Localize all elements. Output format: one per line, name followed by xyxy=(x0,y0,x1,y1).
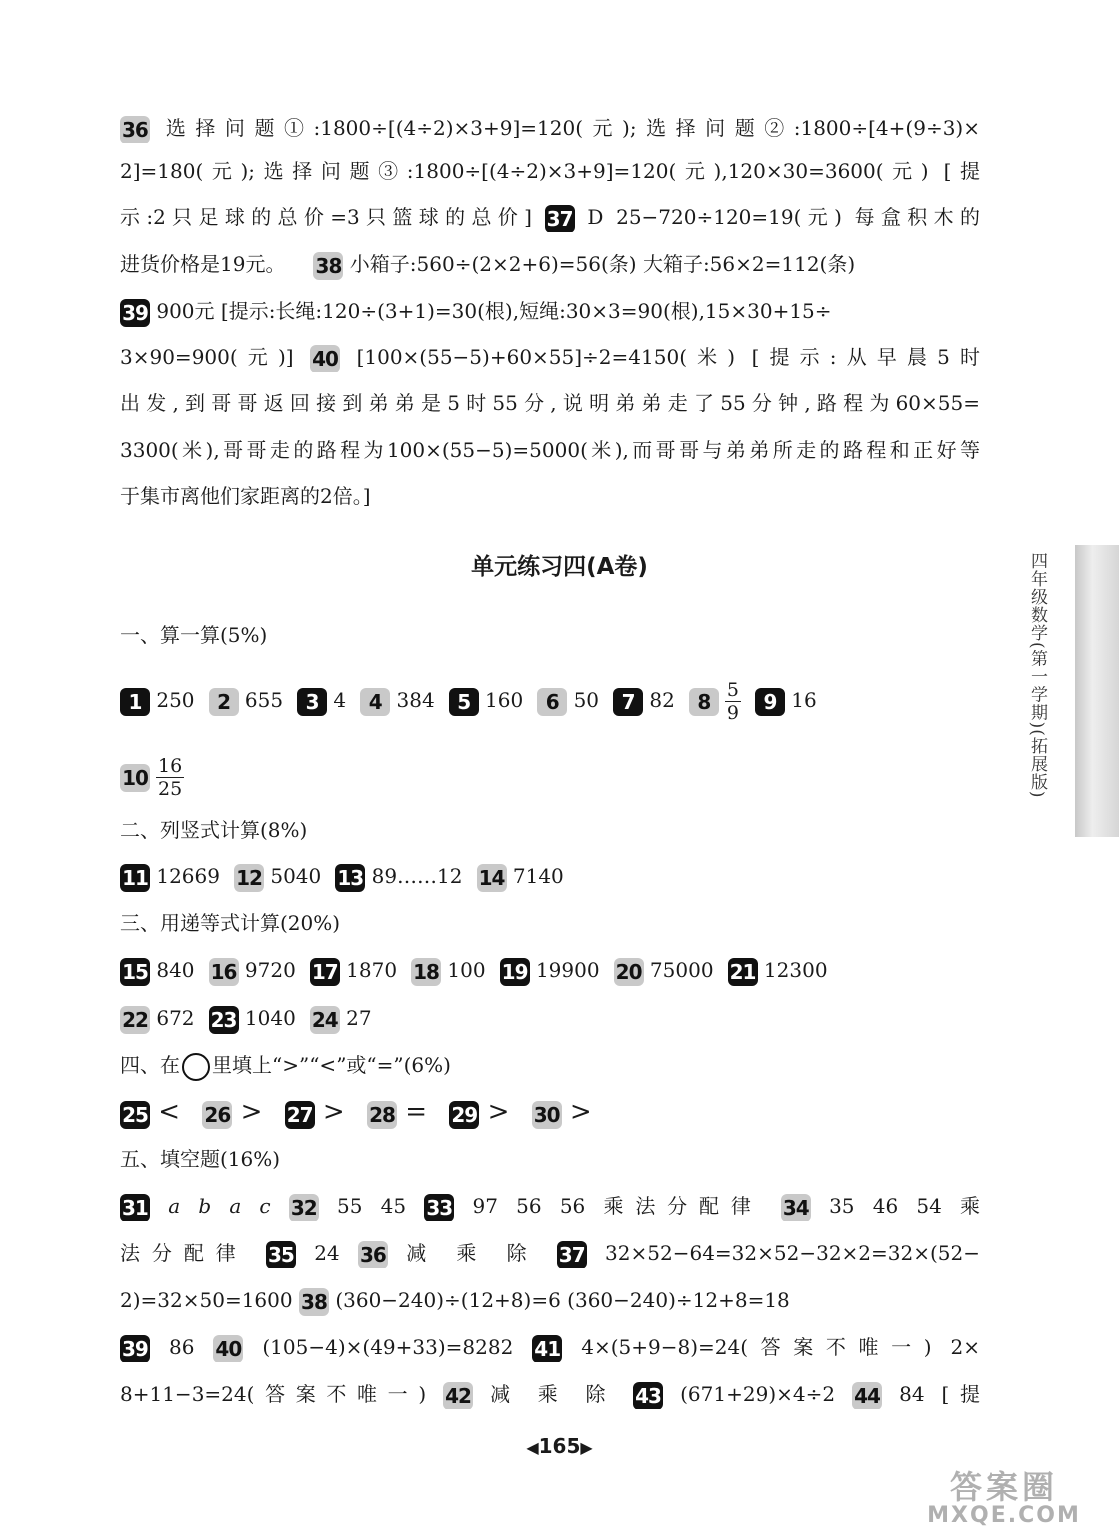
question-number-badge: 35 xyxy=(266,1241,296,1269)
question-number-badge: 12 xyxy=(234,864,264,892)
answer-line xyxy=(120,388,980,418)
answer-text: 12300 xyxy=(757,958,828,982)
answer-text: 50 xyxy=(567,688,600,712)
answer-text: 出发,到哥哥返回接到弟弟是5时55分,说明弟弟走了55分钟,路程为60×55= xyxy=(120,391,980,415)
question-number-badge: 30 xyxy=(532,1101,562,1129)
answer-text-italic: a b a c xyxy=(150,1194,289,1218)
question-number-badge: 37 xyxy=(545,205,575,233)
answer-text: 9720 xyxy=(238,958,296,982)
side-tab xyxy=(1075,545,1119,837)
answer-text: D 25−720÷120=19(元) 每盒积木的 xyxy=(574,205,980,229)
answer-text: 84 [提 xyxy=(882,1382,980,1406)
question-number-badge: 27 xyxy=(285,1101,315,1129)
answer-line xyxy=(120,435,980,465)
fraction-numerator: 16 xyxy=(158,755,183,777)
watermark xyxy=(899,1470,1109,1530)
answer-line xyxy=(120,481,980,511)
question-number-badge: 43 xyxy=(633,1382,663,1410)
question-number-badge: 40 xyxy=(213,1335,243,1363)
question-number-badge: 31 xyxy=(120,1194,150,1222)
answer-line xyxy=(120,156,980,186)
fraction-denominator: 25 xyxy=(158,778,183,800)
question-number-badge: 39 xyxy=(120,299,150,327)
answer-text: 55 45 xyxy=(318,1194,425,1218)
answer-text: 19900 xyxy=(529,958,600,982)
answer-text: 2]=180(元);选择问题③:1800÷[(4÷2)×3+9]=120(元),120×30=3600(元) [提 xyxy=(120,159,980,183)
answer-text: 900元 [提示:长绳:120÷(3+1)=30(根),短绳:30×3=90(根),15×30+15÷ xyxy=(150,299,832,323)
question-number-badge: 5 xyxy=(449,688,479,716)
question-number-badge: 37 xyxy=(557,1241,587,1269)
question-number-badge: 26 xyxy=(202,1101,232,1129)
answer-line xyxy=(120,342,980,372)
answer-text: 减 乘 除 xyxy=(387,1241,557,1265)
answer-text: 12669 xyxy=(150,864,220,888)
answer-line xyxy=(120,1097,980,1127)
answer-text: 27 xyxy=(339,1006,372,1030)
answer-line xyxy=(120,1191,980,1221)
question-number-badge: 28 xyxy=(367,1101,397,1129)
question-number-badge: 13 xyxy=(335,864,365,892)
question-number-badge: 2 xyxy=(209,688,239,716)
question-number-badge: 29 xyxy=(449,1101,479,1129)
answer-text: 97 56 56 乘法分配律 xyxy=(454,1194,781,1218)
answer-text: 32×52−64=32×52−32×2=32×(52− xyxy=(586,1241,980,1265)
answer-text: 选择问题①:1800÷[(4÷2)×3+9]=120(元);选择问题②:1800÷[4+(9÷3)× xyxy=(150,116,980,140)
answer-line xyxy=(120,955,980,985)
question-number-badge: 44 xyxy=(852,1382,882,1410)
answer-line xyxy=(120,755,980,800)
fraction-numerator: 5 xyxy=(726,679,739,701)
answer-text: 672 xyxy=(150,1006,195,1030)
question-number-badge: 25 xyxy=(120,1101,150,1129)
question-number-badge: 3 xyxy=(297,688,327,716)
comparison-symbol: > xyxy=(561,1097,592,1127)
comparison-symbol: = xyxy=(396,1097,436,1127)
answer-line xyxy=(120,1285,980,1315)
question-number-badge: 22 xyxy=(120,1006,150,1034)
question-number-badge: 40 xyxy=(310,345,340,373)
answer-line xyxy=(120,861,980,891)
question-number-badge: 19 xyxy=(500,958,530,986)
comparison-symbol: > xyxy=(314,1097,353,1127)
question-number-badge: 16 xyxy=(209,958,239,986)
answer-text: 法分配律 xyxy=(120,1241,266,1265)
page-number-value: 165 xyxy=(538,1434,581,1458)
question-number-badge: 32 xyxy=(289,1194,319,1222)
section-4-suffix: 里填上“>”“<”或“=”(6%) xyxy=(212,1053,451,1077)
unit-title: 单元练习四(A卷) xyxy=(471,554,648,580)
question-number-badge: 17 xyxy=(310,958,340,986)
question-number-badge: 23 xyxy=(209,1006,239,1034)
question-number-badge: 11 xyxy=(120,864,150,892)
answer-text: 16 xyxy=(784,688,817,712)
question-number-badge: 38 xyxy=(313,252,343,280)
answer-text: 减 乘 除 xyxy=(473,1382,634,1406)
question-number-badge: 8 xyxy=(689,688,719,716)
answer-text: 5040 xyxy=(263,864,322,888)
answer-text: (105−4)×(49+33)=8282 xyxy=(243,1335,533,1359)
answer-text: (671+29)×4÷2 xyxy=(663,1382,853,1406)
section-4-prefix: 四、在 xyxy=(120,1053,180,1077)
question-number-badge: 38 xyxy=(299,1288,329,1316)
question-number-badge: 15 xyxy=(120,958,150,986)
answer-text: 2)=32×50=1600 xyxy=(120,1288,299,1312)
fraction xyxy=(725,679,741,724)
answer-text: 示:2只足球的总价=3只篮球的总价] xyxy=(120,205,545,229)
question-number-badge: 41 xyxy=(532,1335,562,1363)
watermark-url: MXQE.COM xyxy=(927,1503,1081,1528)
answer-line xyxy=(120,1003,980,1033)
question-number-badge: 24 xyxy=(310,1006,340,1034)
answer-text: (360−240)÷(12+8)=6 (360−240)÷12+8=18 xyxy=(328,1288,790,1312)
answer-text: 1870 xyxy=(339,958,398,982)
answer-line xyxy=(120,113,980,143)
question-number-badge: 21 xyxy=(728,958,758,986)
answer-text: 82 xyxy=(643,688,675,712)
answer-text: 75000 xyxy=(643,958,714,982)
section-1-heading: 一、算一算(5%) xyxy=(120,623,268,647)
answer-line xyxy=(120,1238,980,1268)
answer-text: 于集市离他们家距离的2倍。] xyxy=(120,484,371,508)
answer-text: 1040 xyxy=(238,1006,296,1030)
section-2-heading: 二、列竖式计算(8%) xyxy=(120,818,308,842)
answer-line xyxy=(120,679,980,724)
question-number-badge: 7 xyxy=(613,688,643,716)
comparison-symbol: > xyxy=(232,1097,271,1127)
page-number xyxy=(0,1434,1119,1458)
answer-line xyxy=(120,249,980,279)
question-number-badge: 34 xyxy=(781,1194,811,1222)
answer-text: 86 xyxy=(150,1335,214,1359)
watermark-logo-text: 答案圈 xyxy=(949,1468,1058,1506)
left-triangle-icon: ◀ xyxy=(526,1438,539,1457)
answer-text: 8+11−3=24(答案不唯一) xyxy=(120,1382,444,1406)
question-number-badge: 33 xyxy=(424,1194,454,1222)
answer-text: 小箱子:560÷(2×2+6)=56(条) 大箱子:56×2=112(条) xyxy=(343,252,856,276)
fraction-denominator: 9 xyxy=(726,702,739,724)
answer-text: 进货价格是19元。 xyxy=(120,252,286,276)
question-number-badge: 39 xyxy=(120,1335,150,1363)
answer-text: 89……12 xyxy=(365,864,463,888)
answer-line xyxy=(120,1332,980,1362)
answer-line xyxy=(120,296,980,326)
question-number-badge: 14 xyxy=(477,864,507,892)
question-number-badge: 6 xyxy=(537,688,567,716)
answer-text: 35 46 54 乘 xyxy=(810,1194,980,1218)
comparison-symbol: > xyxy=(479,1097,518,1127)
answer-line xyxy=(120,1379,980,1409)
answer-text: 4×(5+9−8)=24(答案不唯一) 2× xyxy=(562,1335,980,1359)
answer-text: 840 xyxy=(150,958,195,982)
comparison-symbol: < xyxy=(150,1097,189,1127)
question-number-badge: 10 xyxy=(120,764,150,792)
question-number-badge: 9 xyxy=(755,688,785,716)
answer-text: 655 xyxy=(238,688,284,712)
answer-text: [100×(55−5)+60×55]÷2=4150(米) [提示:从早晨5时 xyxy=(340,345,980,369)
question-number-badge: 20 xyxy=(614,958,644,986)
answer-text: 250 xyxy=(150,688,195,712)
answer-text: 7140 xyxy=(506,864,564,888)
question-number-badge: 18 xyxy=(411,958,441,986)
side-tab-label: 四年级数学(第一学期)(拓展版) xyxy=(1027,552,1047,799)
answer-text: 100 xyxy=(441,958,486,982)
answer-text: 384 xyxy=(390,688,435,712)
question-number-badge: 42 xyxy=(443,1382,473,1410)
question-number-badge: 36 xyxy=(358,1241,388,1269)
fraction xyxy=(156,755,184,800)
right-triangle-icon: ▶ xyxy=(580,1438,593,1457)
question-number-badge: 1 xyxy=(120,688,150,716)
answer-text: 4 xyxy=(327,688,347,712)
answer-text: 24 xyxy=(295,1241,358,1265)
question-number-badge: 4 xyxy=(360,688,390,716)
answer-text: 3×90=900(元)] xyxy=(120,345,311,369)
section-4-heading xyxy=(120,1050,451,1081)
answer-text: 3300(米),哥哥走的路程为100×(55−5)=5000(米),而哥哥与弟弟所走的路程和正好等 xyxy=(120,438,980,462)
section-3-heading: 三、用递等式计算(20%) xyxy=(120,911,341,935)
answer-line xyxy=(120,202,980,232)
section-5-heading: 五、填空题(16%) xyxy=(120,1147,281,1171)
question-number-badge: 36 xyxy=(120,116,150,144)
answer-text: 160 xyxy=(478,688,524,712)
circle-icon xyxy=(182,1053,210,1081)
